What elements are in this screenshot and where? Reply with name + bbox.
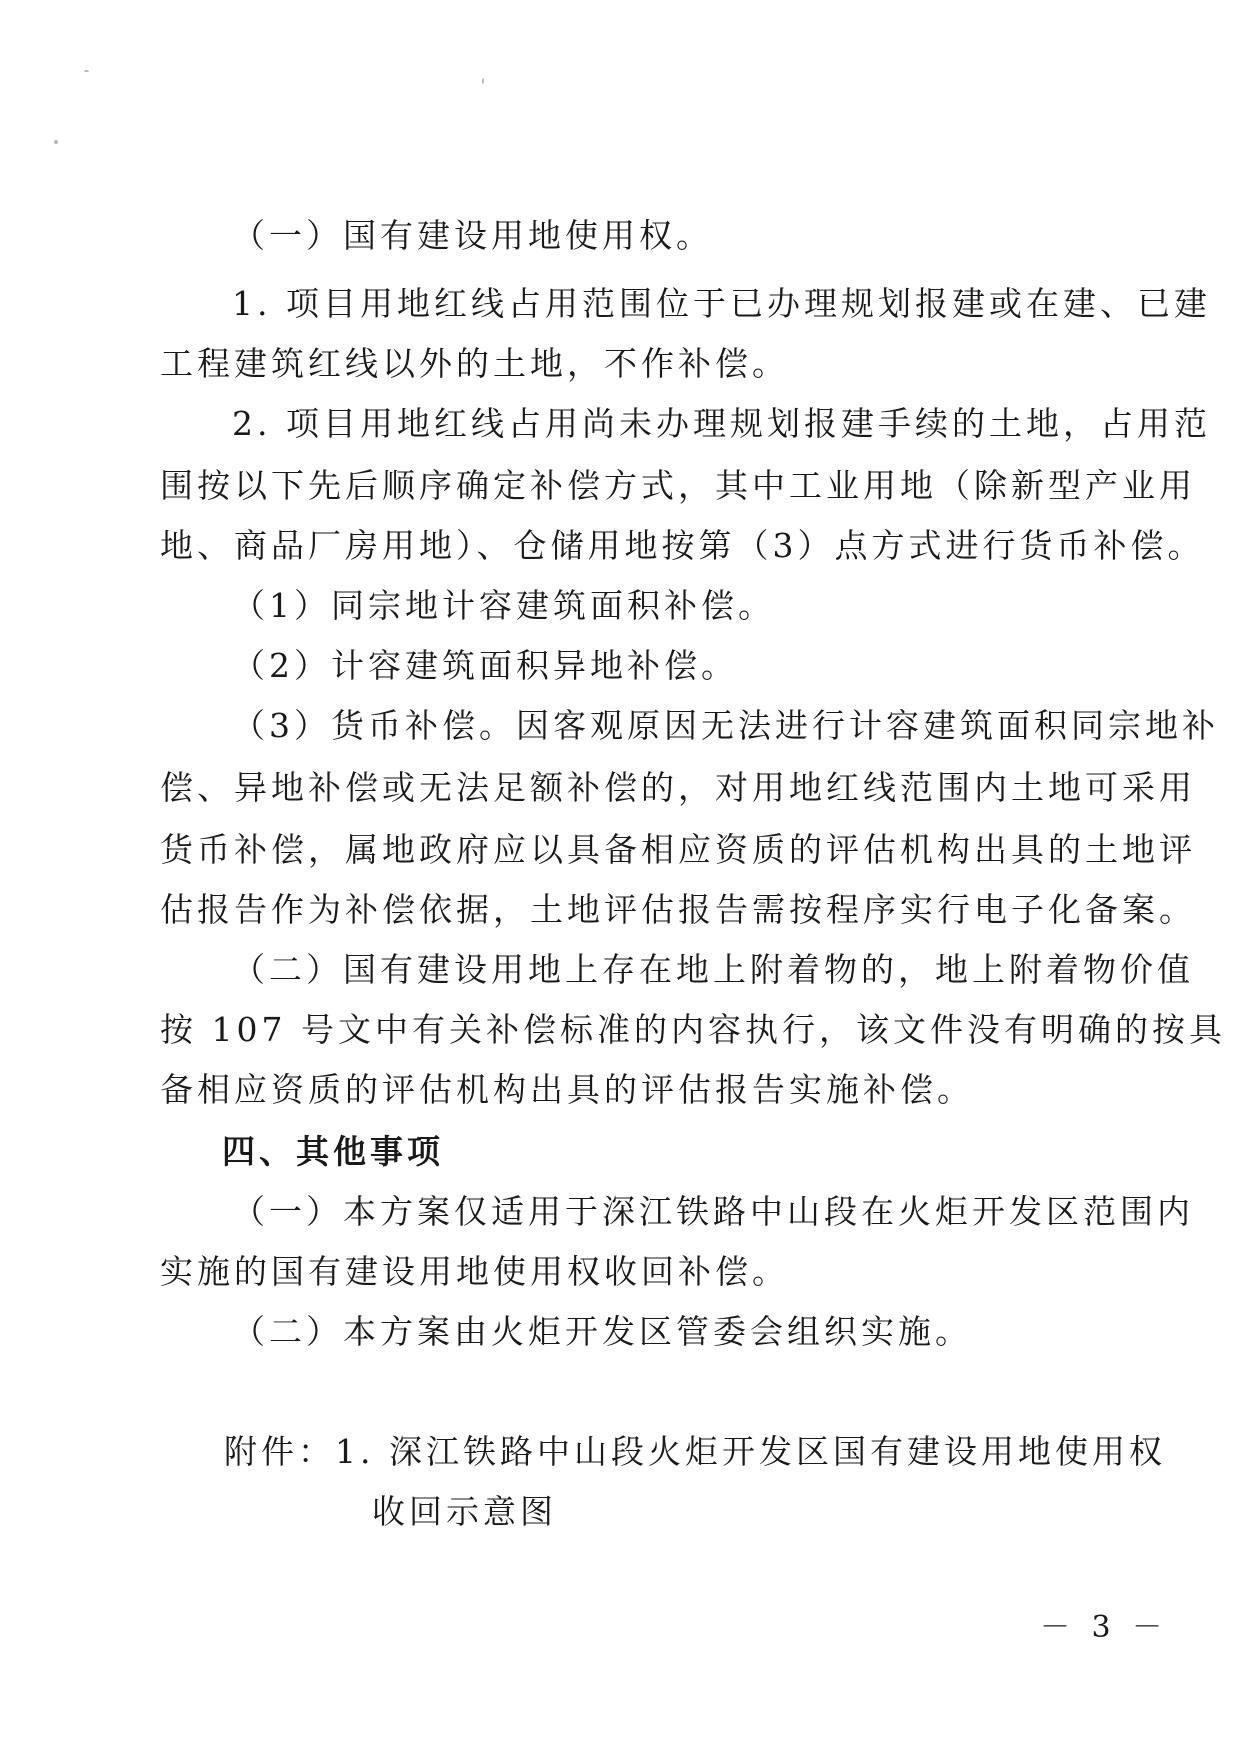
paragraph-line: 工程建筑红线以外的土地，不作补偿。 [160, 344, 789, 383]
scan-speck [482, 78, 484, 84]
paragraph-line: 围按以下先后顺序确定补偿方式，其中工业用地（除新型产业用 [160, 466, 1196, 505]
scan-speck [84, 70, 89, 72]
paragraph-line: 备相应资质的评估机构出具的评估报告实施补偿。 [160, 1070, 974, 1109]
list-item: （2）计容建筑面积异地补偿。 [232, 646, 738, 685]
paragraph-line: 地、商品厂房用地）、仓储用地按第（3）点方式进行货币补偿。 [160, 526, 1205, 565]
scan-speck [54, 140, 58, 144]
paragraph-line: （二）本方案由火炬开发区管委会组织实施。 [232, 1312, 972, 1351]
section-heading-other-matters: 四、其他事项 [222, 1132, 444, 1171]
paragraph-line: 货币补偿，属地政府应以具备相应资质的评估机构出具的土地评 [160, 830, 1196, 869]
attachment-line: 收回示意图 [372, 1492, 557, 1531]
paragraph-line: （二）国有建设用地上存在地上附着物的，地上附着物价值 [232, 950, 1194, 989]
paragraph-line: 偿、异地补偿或无法足额补偿的，对用地红线范围内土地可采用 [160, 768, 1196, 807]
paragraph-line: 按 107 号文中有关补偿标准的内容执行，该文件没有明确的按具 [160, 1010, 1226, 1049]
paragraph-line: 2. 项目用地红线占用尚未办理规划报建手续的土地，占用范 [232, 404, 1211, 443]
section-heading-land-use-right: （一）国有建设用地使用权。 [232, 216, 713, 255]
list-item: （3）货币补偿。因客观原因无法进行计容建筑面积同宗地补 [232, 706, 1219, 745]
list-item: （1）同宗地计容建筑面积补偿。 [232, 586, 775, 625]
paragraph-line: 1. 项目用地红线占用范围位于已办理规划报建或在建、已建 [232, 284, 1211, 323]
attachment-line: 附件：1. 深江铁路中山段火炬开发区国有建设用地使用权 [224, 1432, 1166, 1471]
paragraph-line: 估报告作为补偿依据，土地评估报告需按程序实行电子化备案。 [160, 890, 1196, 929]
paragraph-line: 实施的国有建设用地使用权收回补偿。 [160, 1252, 789, 1291]
page-number: － 3 － [1040, 1610, 1169, 1645]
paragraph-line: （一）本方案仅适用于深江铁路中山段在火炬开发区范围内 [232, 1192, 1194, 1231]
